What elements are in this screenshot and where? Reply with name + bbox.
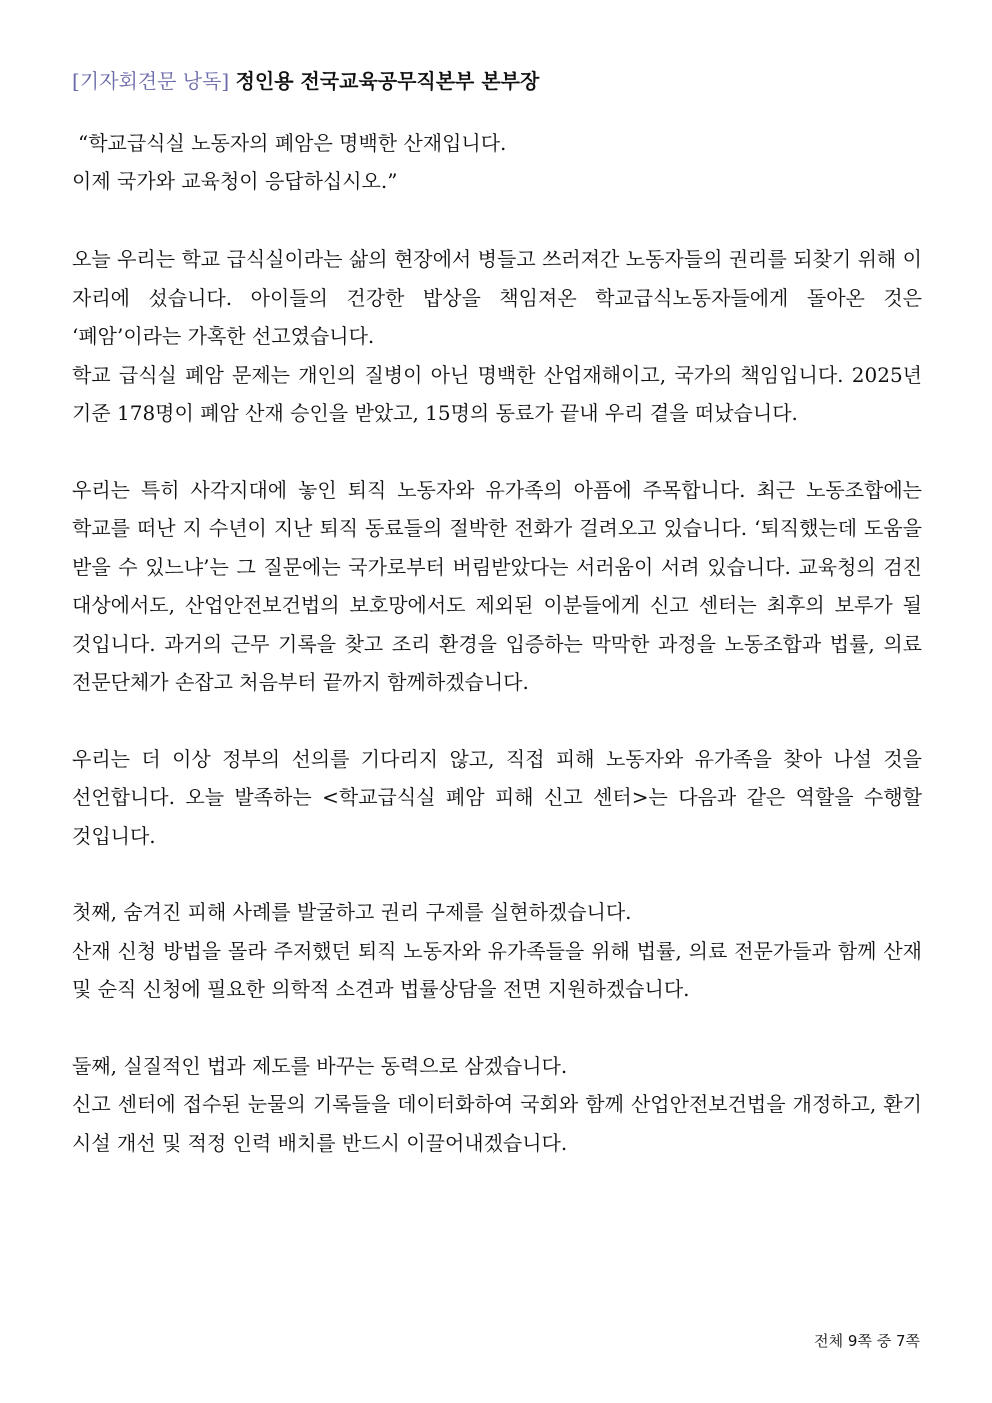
paragraph-retired-workers: 우리는 특히 사각지대에 놓인 퇴직 노동자와 유가족의 아픔에 주목합니다. 최근 노동조합에는 학교를 떠난 지 수년이 지난 퇴직 동료들의 절박한 전화가 걸려오고 있습니다. ‘퇴직했는데 도움을 받을 수 있느냐’는 그 질문에는 국가로부터 버림받았다는 서러움이 서려 있습니다. 교육청의 검진 대상에서도, 산업안전보건법의 보호망에서도 제외된 이분들에게 신고 센터는 최후의 보루가 될 것입니다. 과거의 근무 기록을 찾고 조리 환경을 입증하는 막막한 과정을 노동조합과 법률, 의료 전문단체가 손잡고 처음부터 끝까지 함께하겠습니다.: [72, 477, 922, 694]
speaker-name: 정인용 전국교육공무직본부 본부장: [235, 69, 540, 93]
second-role-body: 신고 센터에 접수된 눈물의 기록들을 데이터화하여 국회와 함께 산업안전보건법을 개정하고, 환기 시설 개선 및 적정 인력 배치를 반드시 이끌어내겠습니다.: [72, 1092, 922, 1155]
paragraph-declaration: 우리는 더 이상 정부의 선의를 기다리지 않고, 직접 피해 노동자와 유가족을 찾아 나설 것을 선언합니다. 오늘 발족하는 <학교급식실 폐암 피해 신고 센터>는 다음과 같은 역할을 수행할 것입니다.: [72, 746, 922, 848]
quote-line-2: 이제 국가와 교육청이 응답하십시오.”: [72, 169, 398, 193]
paragraph-responsibility: 학교 급식실 폐암 문제는 개인의 질병이 아닌 명백한 산업재해이고, 국가의 책임입니다. 2025년 기준 178명이 폐암 산재 승인을 받았고, 15명의 동료가 끝내 우리 곁을 떠났습니다.: [72, 362, 922, 425]
second-role-heading: 둘째, 실질적인 법과 제도를 바꾸는 동력으로 삼겠습니다.: [72, 1053, 568, 1078]
document-header: [72, 62, 922, 100]
header-tag: [기자회견문 낭독]: [72, 69, 230, 93]
opening-quote: [72, 124, 922, 200]
paragraph-group-second-role: [72, 1047, 922, 1163]
page-number: 전체 9쪽 중 7쪽: [814, 1332, 920, 1350]
paragraph-intro: 오늘 우리는 학교 급식실이라는 삶의 현장에서 병들고 쓰러져간 노동자들의 권리를 되찾기 위해 이 자리에 섰습니다. 아이들의 건강한 밥상을 책임져온 학교급식노동자들에게 돌아온 것은 ‘폐암’이라는 가혹한 선고였습니다.: [72, 247, 922, 348]
paragraph-group-first-role: [72, 893, 922, 1009]
quote-line-1: “학교급식실 노동자의 폐암은 명백한 산재입니다.: [78, 131, 507, 155]
document-page: [72, 62, 922, 1200]
first-role-heading: 첫째, 숨겨진 피해 사례를 발굴하고 권리 구제를 실현하겠습니다.: [72, 900, 632, 924]
paragraph-group-1: [72, 240, 922, 433]
first-role-body: 산재 신청 방법을 몰라 주저했던 퇴직 노동자와 유가족들을 위해 법률, 의료 전문가들과 함께 산재 및 순직 신청에 필요한 의학적 소견과 법률상담을 전면 지원하겠습니다.: [72, 938, 922, 1001]
